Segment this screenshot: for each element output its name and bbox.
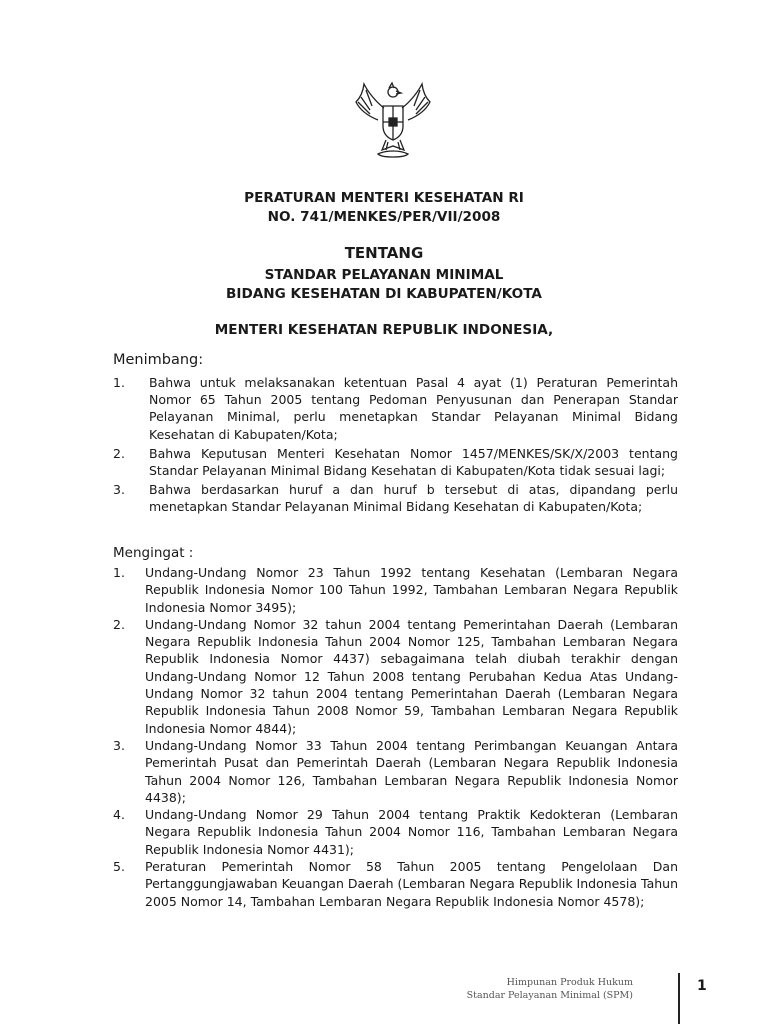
list-item	[113, 616, 678, 737]
item-text: Bahwa Keputusan Menteri Kesehatan Nomor 1457/MENKES/SK/X/2003 tentang Standar Pelayanan Minimal Bidang Kesehatan di Kabupaten/Kota tidak sesuai lagi;	[149, 445, 678, 479]
list-item	[113, 374, 678, 443]
item-text: Undang-Undang Nomor 32 tahun 2004 tentang Pemerintahan Daerah (Lembaran Negara Republik Indonesia Tahun 2004 Nomor 125, Tambahan Lembaran Negara Republik Indonesia Nomor 4437) sebagaimana telah diubah terakhir dengan Undang-Undang Nomor 12 Tahun 2008 tentang Perubahan Kedua Atas Undang- Undang Nomor 32 tahun 2004 tentang Pemerintahan Daerah (Lembaran Negara Republik Indonesia Tahun 2008 Nomor 59, Tambahan Lembaran Negara Republik Indonesia Nomor 4844);	[145, 616, 678, 736]
list-item	[113, 858, 678, 910]
item-text: Undang-Undang Nomor 23 Tahun 1992 tentang Kesehatan (Lembaran Negara Republik Indonesia Nomor 100 Tahun 1992, Tambahan Lembaran Negara Republik Indonesia Nomor 3495);	[145, 565, 678, 615]
item-text: Undang-Undang Nomor 29 Tahun 2004 tentang Praktik Kedokteran (Lembaran Negara Republik Indonesia Tahun 2004 Nomor 116, Tambahan Lembaran Negara Republik Indonesia Nomor 4431);	[145, 807, 678, 857]
item-number: 1.	[113, 375, 125, 390]
subject-line2: BIDANG KESEHATAN DI KABUPATEN/KOTA	[226, 286, 542, 302]
tentang-heading: TENTANG	[344, 244, 424, 262]
list-item	[113, 564, 678, 616]
list-item	[113, 806, 678, 858]
item-number: 2.	[113, 445, 125, 461]
item-text: Bahwa berdasarkan huruf a dan huruf b tersebut di atas, dipandang perlu menetapkan Standar Pelayanan Minimal Bidang Kesehatan di Kabupaten/Kota;	[149, 482, 678, 515]
regulation-title	[0, 189, 768, 227]
item-text: Peraturan Pemerintah Nomor 58 Tahun 2005 tentang Pengelolaan Dan Pertanggungjawaban Keuangan Daerah (Lembaran Negara Republik Indonesia Tahun 2005 Nomor 14, Tambahan Lembaran Negara Republik Indonesia Nomor 4578);	[145, 859, 678, 909]
item-number: 3.	[113, 482, 125, 498]
item-number: 5.	[113, 859, 125, 875]
footer-line1: Himpunan Produk Hukum	[506, 977, 633, 988]
menimbang-list	[113, 374, 678, 518]
page-number: 1	[697, 978, 707, 994]
list-item	[113, 445, 678, 479]
mengingat-heading: Mengingat :	[113, 545, 194, 561]
item-number: 3.	[113, 737, 125, 753]
mengingat-list	[113, 564, 678, 910]
regulation-subject	[0, 266, 768, 304]
footer-line2: Standar Pelayanan Minimal (SPM)	[466, 990, 633, 1001]
item-text: Bahwa untuk melaksanakan ketentuan Pasal 4 ayat (1) Peraturan Pemerintah Nomor 65 Tahun 2005 tentang Pedoman Penyusunan dan Penerapan Standar Pelayanan Minimal, perlu menetapkan Standar Pelayanan Minimal Bidang Kesehatan di Kabupaten/Kota;	[149, 375, 678, 442]
item-number: 2.	[113, 616, 125, 632]
list-item	[113, 737, 678, 806]
minister-heading: MENTERI KESEHATAN REPUBLIK INDONESIA,	[214, 322, 554, 338]
regulation-number: NO. 741/MENKES/PER/VII/2008	[267, 209, 501, 225]
list-item	[113, 481, 678, 515]
menimbang-heading: Menimbang:	[113, 352, 204, 368]
item-number: 1.	[113, 565, 125, 580]
footer-divider	[678, 973, 680, 1024]
regulation-title-line1: PERATURAN MENTERI KESEHATAN RI	[244, 190, 524, 206]
item-number: 4.	[113, 807, 125, 823]
footer-caption	[467, 976, 633, 1002]
subject-line1: STANDAR PELAYANAN MINIMAL	[264, 267, 504, 283]
garuda-emblem-icon	[348, 80, 438, 162]
item-text: Undang-Undang Nomor 33 Tahun 2004 tentang Perimbangan Keuangan Antara Pemerintah Pusat dan Pemerintah Daerah (Lembaran Negara Republik Indonesia Tahun 2004 Nomor 126, Tambahan Lembaran Negara Republik Indonesia Nomor 4438);	[145, 737, 678, 805]
